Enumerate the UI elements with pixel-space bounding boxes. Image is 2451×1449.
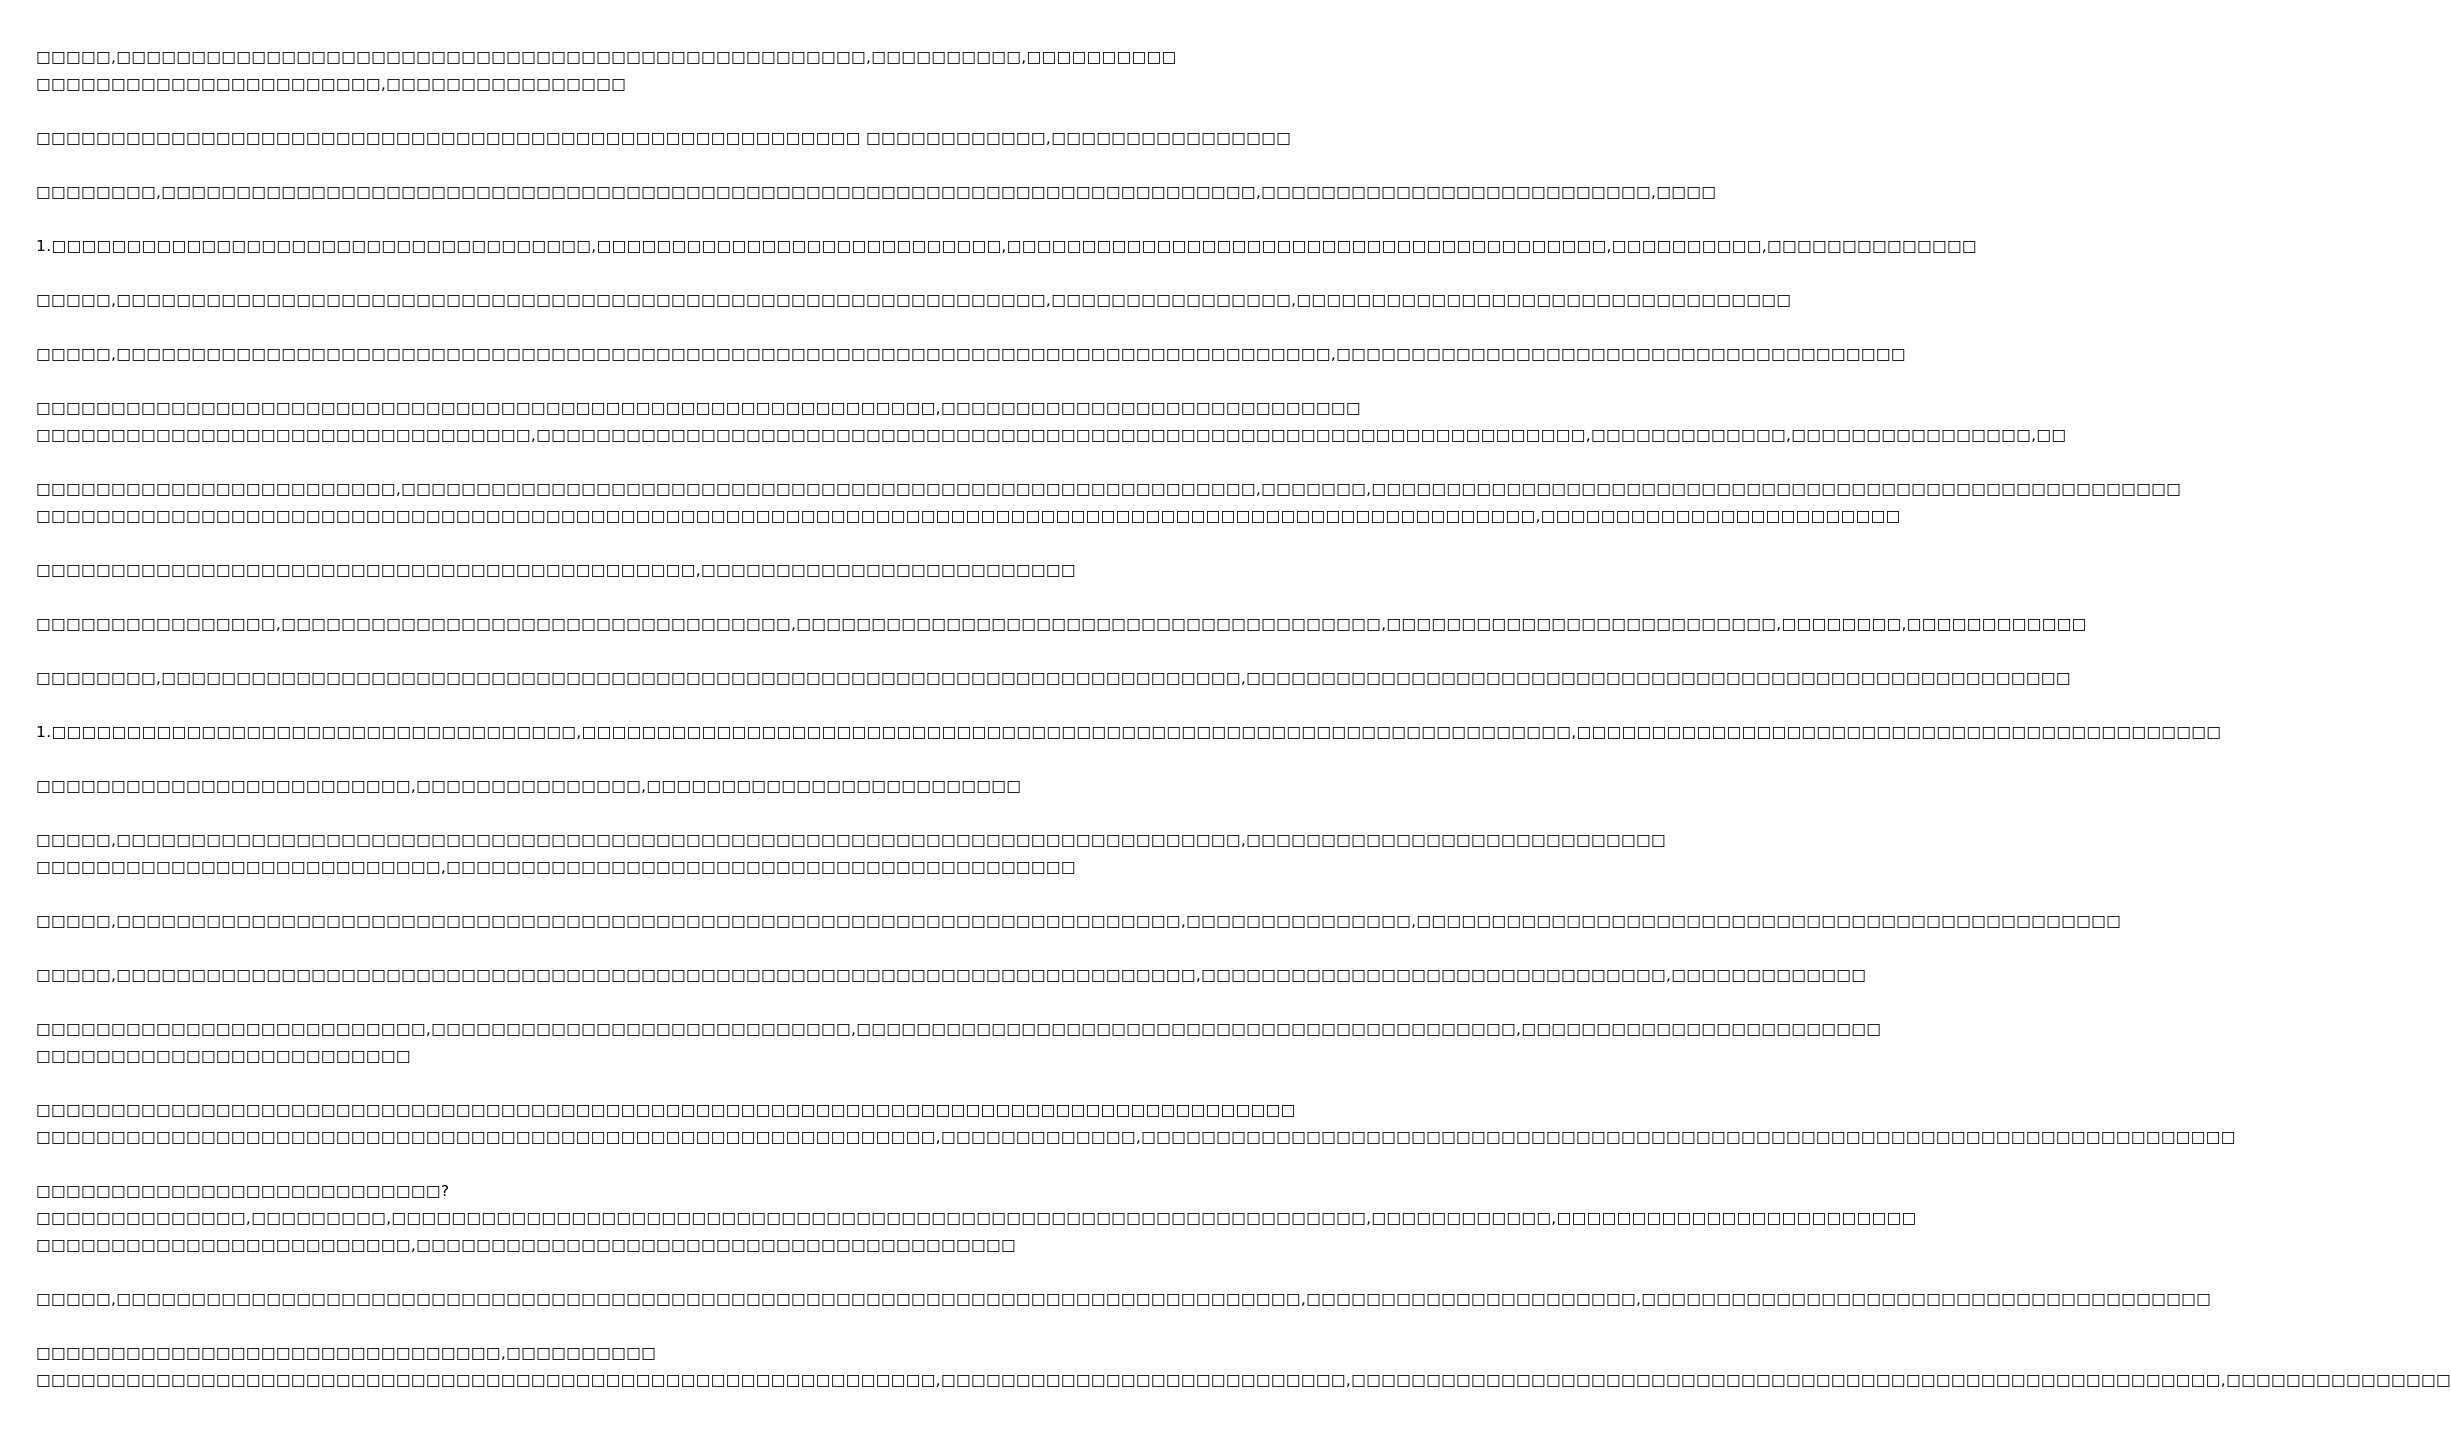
text-line: □□□□□,□□□□□□□□□□□□□□□□□□□□□□□□□□□□□□□□□□□□□□□□□□□□□□□□□□□□□□□□□□□□□□□□□□□□□□□□□□□□□□□□□,□□□□□□□□□□□□□□□□□□□□□□□□□□□□□□□□□□□□□□ xyxy=(36,345,1906,363)
text-line: □□□□□,□□□□□□□□□□□□□□□□□□□□□□□□□□□□□□□□□□□□□□□□□□□□□□□□□□□□□□□□□□□□□□,□□□□□□□□□□□□□□□□,□□□□□□□□□□□□□□□□□□□□□□□□□□□□□□□□□ xyxy=(36,291,1792,309)
paragraph xyxy=(36,233,1977,260)
paragraph xyxy=(36,962,1867,989)
paragraph xyxy=(36,476,2182,530)
text-line: 1.□□□□□□□□□□□□□□□□□□□□□□□□□□□□□□□□□□□□,□□□□□□□□□□□□□□□□□□□□□□□□□□□,□□□□□□□□□□□□□□□□□□□□□□□□□□□□□□□□□□□□□□□□,□□□□□□□□□□,□□□□□□□□□□□□□□ xyxy=(36,237,1977,255)
text-line: □□□□□,□□□□□□□□□□□□□□□□□□□□□□□□□□□□□□□□□□□□□□□□□□□□□□□□□□,□□□□□□□□□□,□□□□□□□□□□ xyxy=(36,48,1177,66)
text-line: □□□□□□□□□□□□□□,□□□□□□□□□,□□□□□□□□□□□□□□□□□□□□□□□□□□□□□□□□□□□□□□□□□□□□□□□□□□□□□□□□□□□□□□□□□,□□□□□□□□□□□□,□□□□□□□□□□□□□□□□□□□□□□□□ xyxy=(36,1209,1917,1227)
text-line: □□□□□□□□□□□□□□□□□□□□□□□□□,□□□□□□□□□□□□□□□□□□□□□□□□□□□□□□□□□□□□□□□□ xyxy=(36,1236,1016,1254)
document-body xyxy=(36,44,2451,1421)
text-line: □□□□□□□□□□□□□□□□□□□□□□□□□,□□□□□□□□□□□□□□□,□□□□□□□□□□□□□□□□□□□□□□□□□ xyxy=(36,777,1022,795)
text-line: □□□□□□□□,□□□□□□□□□□□□□□□□□□□□□□□□□□□□□□□□□□□□□□□□□□□□□□□□□□□□□□□□□□□□□□□□□□□□□□□□□,□□□□□□□□□□□□□□□□□□□□□□□□□□,□□□□ xyxy=(36,183,1717,201)
text-line: □□□□□,□□□□□□□□□□□□□□□□□□□□□□□□□□□□□□□□□□□□□□□□□□□□□□□□□□□□□□□□□□□□□□□□□□□□□□□□,□□□□□□□□□□□□□□□□□□□□□□□□□□□□□□□,□□□□□□□□□□□□□ xyxy=(36,966,1867,984)
text-line: □□□□□□□□□□□□□□□□□□□□□□□□□□□□□□□□□,□□□□□□□□□□□□□□□□□□□□□□□□□□□□□□□□□□□□□□□□□□□□□□□□□□□□□□□□□□□□□□□□□□□□□□,□□□□□□□□□□□□□,□□□□□□□□□□□□□□□□,□□ xyxy=(36,426,2067,444)
paragraph xyxy=(36,1178,1917,1259)
text-line: □□□□□,□□□□□□□□□□□□□□□□□□□□□□□□□□□□□□□□□□□□□□□□□□□□□□□□□□□□□□□□□□□□□□□□□□□□□□□,□□□□□□□□□□□□□□□,□□□□□□□□□□□□□□□□□□□□□□□□□□□□□□□□□□□□□□□□□□□□□□□ xyxy=(36,912,2122,930)
text-line: 1.□□□□□□□□□□□□□□□□□□□□□□□□□□□□□□□□□□□,□□□□□□□□□□□□□□□□□□□□□□□□□□□□□□□□□□□□□□□□□□□□□□□□□□□□□□□□□□□□□□□□□□,□□□□□□□□□□□□□□□□□□□□□□□□□□□□□□□□□□□□□□□□□□□ xyxy=(36,723,2222,741)
text-line: □□□□□□□□□□□□□□□□□□□□□□□□□□□□□□□□□□□□□□□□□□□□□□□□□□□□□□□□□□□□□□□□□□□□□□□□□□□□□□□□□□□□□□□□□□□□□□□□□□□□,□□□□□□□□□□□□□□□□□□□□□□□□ xyxy=(36,507,1901,525)
paragraph xyxy=(36,908,2122,935)
paragraph xyxy=(36,44,1177,98)
paragraph xyxy=(36,773,1022,800)
paragraph xyxy=(36,557,1076,584)
text-line: □□□□□,□□□□□□□□□□□□□□□□□□□□□□□□□□□□□□□□□□□□□□□□□□□□□□□□□□□□□□□□□□□□□□□□□□□□□□□□□□□□□□□,□□□□□□□□□□□□□□□□□□□□□□,□□□□□□□□□□□□□□□□□□□□□□□□□□□□□□□□□□□□□□ xyxy=(36,1290,2212,1308)
text-line: □□□□□□□□□□□□□□□□□□□□□□□□□□□,□□□□□□□□□□□□□□□□□□□□□□□□□□□□□□□□□□□□□□□□□□ xyxy=(36,858,1076,876)
text-line: □□□□□□□□□□□□□□□□□□□□□□□,□□□□□□□□□□□□□□□□ xyxy=(36,75,627,93)
paragraph xyxy=(36,125,1292,152)
paragraph xyxy=(36,611,2087,638)
text-line: □□□□□□□□□□□□□□□□□□□□□□□□□□□□□□□□□□□□□□□□□□□□,□□□□□□□□□□□□□□□□□□□□□□□□□ xyxy=(36,561,1076,579)
paragraph xyxy=(36,827,1666,881)
text-line: □□□□□□□□□□□□□□□□□□□□□□□□□ xyxy=(36,1047,411,1065)
paragraph xyxy=(36,1097,2236,1151)
text-line: □□□□□□□□□□□□□□□□,□□□□□□□□□□□□□□□□□□□□□□□□□□□□□□□□□□,□□□□□□□□□□□□□□□□□□□□□□□□□□□□□□□□□□□□□□□,□□□□□□□□□□□□□□□□□□□□□□□□□□,□□□□□□□□,□□□□□□□□□□□□ xyxy=(36,615,2087,633)
text-line: □□□□□□□□□□□□□□□□□□□□□□□□□□□□□□□□□□□□□□□□□□□□□□□□□□□□□□□□□□□□,□□□□□□□□□□□□□,□□□□□□□□□□□□□□□□□□□□□□□□□□□□□□□□□□□□□□□□□□□□□□□□□□□□□□□□□□□□□□□□□□□□□□□□□ xyxy=(36,1128,2236,1146)
paragraph xyxy=(36,287,1792,314)
text-line: □□□□□,□□□□□□□□□□□□□□□□□□□□□□□□□□□□□□□□□□□□□□□□□□□□□□□□□□□□□□□□□□□□□□□□□□□□□□□□□□□,□□□□□□□□□□□□□□□□□□□□□□□□□□□□ xyxy=(36,831,1666,849)
paragraph xyxy=(36,665,2071,692)
text-line: □□□□□□□□,□□□□□□□□□□□□□□□□□□□□□□□□□□□□□□□□□□□□□□□□□□□□□□□□□□□□□□□□□□□□□□□□□□□□□□□□,□□□□□□□□□□□□□□□□□□□□□□□□□□□□□□□□□□□□□□□□□□□□□□□□□□□□□□□ xyxy=(36,669,2071,687)
text-line: □□□□□□□□□□□□□□□□□□□□□□□□□□□□□□□,□□□□□□□□□□ xyxy=(36,1344,657,1362)
paragraph xyxy=(36,1286,2212,1313)
text-line: □□□□□□□□□□□□□□□□□□□□□□□□□□□□□□□□□□□□□□□□□□□□□□□□□□□□□□□□□□□□□□□□□□□□□□□□□□□□□□□□□□□□ xyxy=(36,1101,1296,1119)
paragraph xyxy=(36,719,2222,746)
paragraph xyxy=(36,1340,2451,1394)
text-line: □□□□□□□□□□□□□□□□□□□□□□□□□□,□□□□□□□□□□□□□□□□□□□□□□□□□□□□,□□□□□□□□□□□□□□□□□□□□□□□□□□□□□□□□□□□□□□□□□□□□,□□□□□□□□□□□□□□□□□□□□□□□□ xyxy=(36,1020,1882,1038)
paragraph xyxy=(36,179,1717,206)
paragraph xyxy=(36,1016,1882,1070)
paragraph xyxy=(36,341,1906,368)
text-line: □□□□□□□□□□□□□□□□□□□□□□□□□□□□□□□□□□□□□□□□□□□□□□□□□□□□□□□□□□□□,□□□□□□□□□□□□□□□□□□□□□□□□□□□,□□□□□□□□□□□□□□□□□□□□□□□□□□□□□□□□□□□□□□□□□□□□□□□□□□□□□□□□□□,□□□□□□□□□□□□□□□ xyxy=(36,1371,2451,1389)
paragraph xyxy=(36,395,2067,449)
text-line: □□□□□□□□□□□□□□□□□□□□□□□□,□□□□□□□□□□□□□□□□□□□□□□□□□□□□□□□□□□□□□□□□□□□□□□□□□□□□□□□□□,□□□□□□□,□□□□□□□□□□□□□□□□□□□□□□□□□□□□□□□□□□□□□□□□□□□□□□□□□□□□□□ xyxy=(36,480,2182,498)
text-line: □□□□□□□□□□□□□□□□□□□□□□□□□□□□□□□□□□□□□□□□□□□□□□□□□□□□□□□ □□□□□□□□□□□□,□□□□□□□□□□□□□□□□ xyxy=(36,129,1292,147)
text-line: □□□□□□□□□□□□□□□□□□□□□□□□□□□? xyxy=(36,1182,450,1200)
text-line: □□□□□□□□□□□□□□□□□□□□□□□□□□□□□□□□□□□□□□□□□□□□□□□□□□□□□□□□□□□□,□□□□□□□□□□□□□□□□□□□□□□□□□□□□ xyxy=(36,399,1361,417)
